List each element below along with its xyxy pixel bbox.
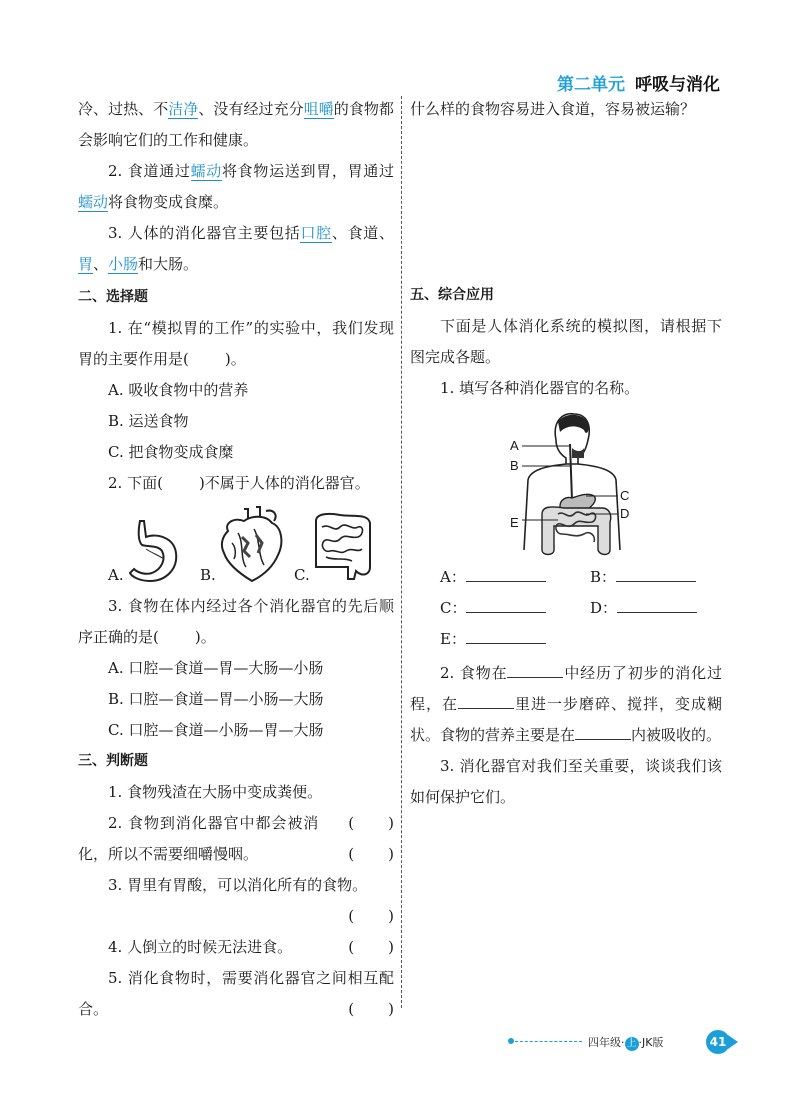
judge-item-1 [78, 777, 394, 832]
fill-answer-2 [78, 156, 394, 218]
answer: 蠕动 [78, 193, 109, 211]
unit-title: 呼吸与消化 [635, 75, 720, 95]
diagram-label-b: B [510, 458, 519, 473]
text: )不属于人体的消化器官。 [198, 474, 370, 492]
blank-d: D： [590, 593, 697, 624]
stomach-icon [126, 519, 182, 585]
answer-parens: ( ) [348, 814, 394, 832]
label-leader-lines [410, 408, 722, 558]
diagram-label-e: E [510, 515, 519, 530]
text: 、 [93, 255, 109, 273]
section-heading-choice: 二、选择题 [78, 289, 148, 305]
application-question-3: 3. 消化器官对我们至关重要，谈谈我们该如何保护它们。 [410, 757, 722, 806]
option-a: A. 口腔—食道—胃—大肠—小肠 [108, 659, 324, 677]
answer: 蠕动 [190, 162, 222, 180]
unit-header [557, 70, 720, 95]
text: 将食物运送到胃，胃通过 [221, 162, 394, 180]
fill-answer-1 [78, 94, 394, 156]
text: 、食道、 [331, 224, 394, 242]
text: 4. 人倒立的时候无法进食。 [108, 938, 293, 956]
text: 1. 食物残渣在大肠中变成粪便。 [108, 783, 323, 801]
answer: 咀嚼 [303, 100, 334, 118]
text: 1. 在“模拟胃的工作”的实验中，我们发现胃的主要作用是( [78, 319, 394, 368]
grade-label: 四年级· 上 ·JK版 [588, 1036, 664, 1049]
option-c-intestine [294, 507, 384, 587]
answer: 胃 [78, 255, 94, 273]
diagram-label-d: D [620, 506, 630, 521]
organ-name-blanks [410, 562, 722, 658]
left-column [78, 94, 394, 1025]
section-heading-judge: 三、判断题 [78, 753, 148, 769]
option-c: C. 口腔—食道—小肠—胃—大肠 [108, 721, 324, 739]
judge-item-5 [78, 963, 394, 1025]
blank-e: E： [440, 624, 546, 655]
answer-parens: ( ) [348, 1000, 394, 1018]
application-intro: 下面是人体消化系统的模拟图，请根据下图完成各题。 [410, 317, 722, 366]
judge-item-4 [78, 932, 394, 963]
option-label: C. [294, 566, 310, 584]
right-column [410, 94, 722, 813]
option-a: A. 吸收食物中的营养 [108, 381, 249, 399]
blank-a: A： [440, 562, 546, 593]
option-b: B. 运送食物 [108, 412, 189, 430]
text: )。 [224, 350, 246, 368]
answer-parens: ( ) [348, 845, 394, 863]
text: 冷、过热、不 [78, 100, 169, 118]
text: 3. 人体的消化器官主要包括 [108, 224, 301, 242]
text: 3. 胃里有胃酸，可以消化所有的食物。 [108, 876, 368, 894]
page-number: 41 [706, 1030, 730, 1054]
text: 的食物都会影响它们的工作和健康。 [78, 100, 394, 149]
heart-icon [214, 503, 290, 585]
answer: 口腔 [300, 224, 332, 242]
text: 2. 食道通过 [108, 162, 191, 180]
choice-question-2 [78, 468, 394, 499]
diagram-label-a: A [510, 438, 519, 453]
text: 2. 食物到消化器官中都会被消化，所以不需要细嚼慢咽。 [78, 814, 319, 863]
option-b: B. 口腔—食道—胃—小肠—大肠 [108, 690, 324, 708]
option-b-heart [200, 507, 290, 587]
answer-space [410, 125, 722, 280]
option-label: B. [200, 566, 216, 584]
fill-answer-3 [78, 218, 394, 280]
answer: 小肠 [108, 255, 139, 273]
answer-parens: ( ) [348, 938, 394, 956]
column-divider [401, 96, 402, 1008]
organ-image-options [78, 499, 394, 591]
text: )。 [194, 628, 216, 646]
continued-question: 什么样的食物容易进入食道，容易被运输？ [410, 100, 696, 118]
arrow-right-icon [728, 1035, 738, 1049]
application-question-2: 2. 食物在 中经历了初步的消化过程，在 里进一步磨碎、搅拌，变成糊状。食物的营养主要是在 内被吸收的。 [410, 658, 722, 751]
choice-question-1 [78, 313, 394, 375]
page-footer [510, 1030, 740, 1054]
choice-question-3 [78, 591, 394, 653]
text: 和大肠。 [138, 255, 199, 273]
blank-c: C： [440, 593, 546, 624]
answer: 洁净 [168, 100, 199, 118]
text: 2. 下面( [108, 474, 163, 492]
blank-b: B： [590, 562, 696, 593]
application-question-1: 1. 填写各种消化器官的名称。 [440, 379, 640, 397]
option-a-stomach [108, 507, 188, 587]
judge-item-3 [78, 870, 394, 901]
option-c: C. 把食物变成食糜 [108, 443, 234, 461]
judge-item-3-parens [78, 901, 394, 932]
section-heading-application: 五、综合应用 [410, 287, 494, 303]
text: 将食物变成食糜。 [108, 193, 229, 211]
intestine-icon [310, 509, 376, 583]
option-label: A. [108, 566, 124, 584]
digestive-system-diagram [410, 408, 722, 558]
unit-number: 第二单元 [557, 75, 625, 95]
text: 5. 消化食物时，需要消化器官之间相互配合。 [78, 969, 394, 1018]
term-badge: 上 [626, 1038, 637, 1049]
footer-dashline [510, 1041, 582, 1042]
text: 3. 食物在体内经过各个消化器官的先后顺序正确的是( [78, 597, 394, 646]
diagram-label-c: C [620, 488, 630, 503]
text: 、没有经过充分 [198, 100, 304, 118]
answer-parens: ( ) [348, 907, 394, 925]
